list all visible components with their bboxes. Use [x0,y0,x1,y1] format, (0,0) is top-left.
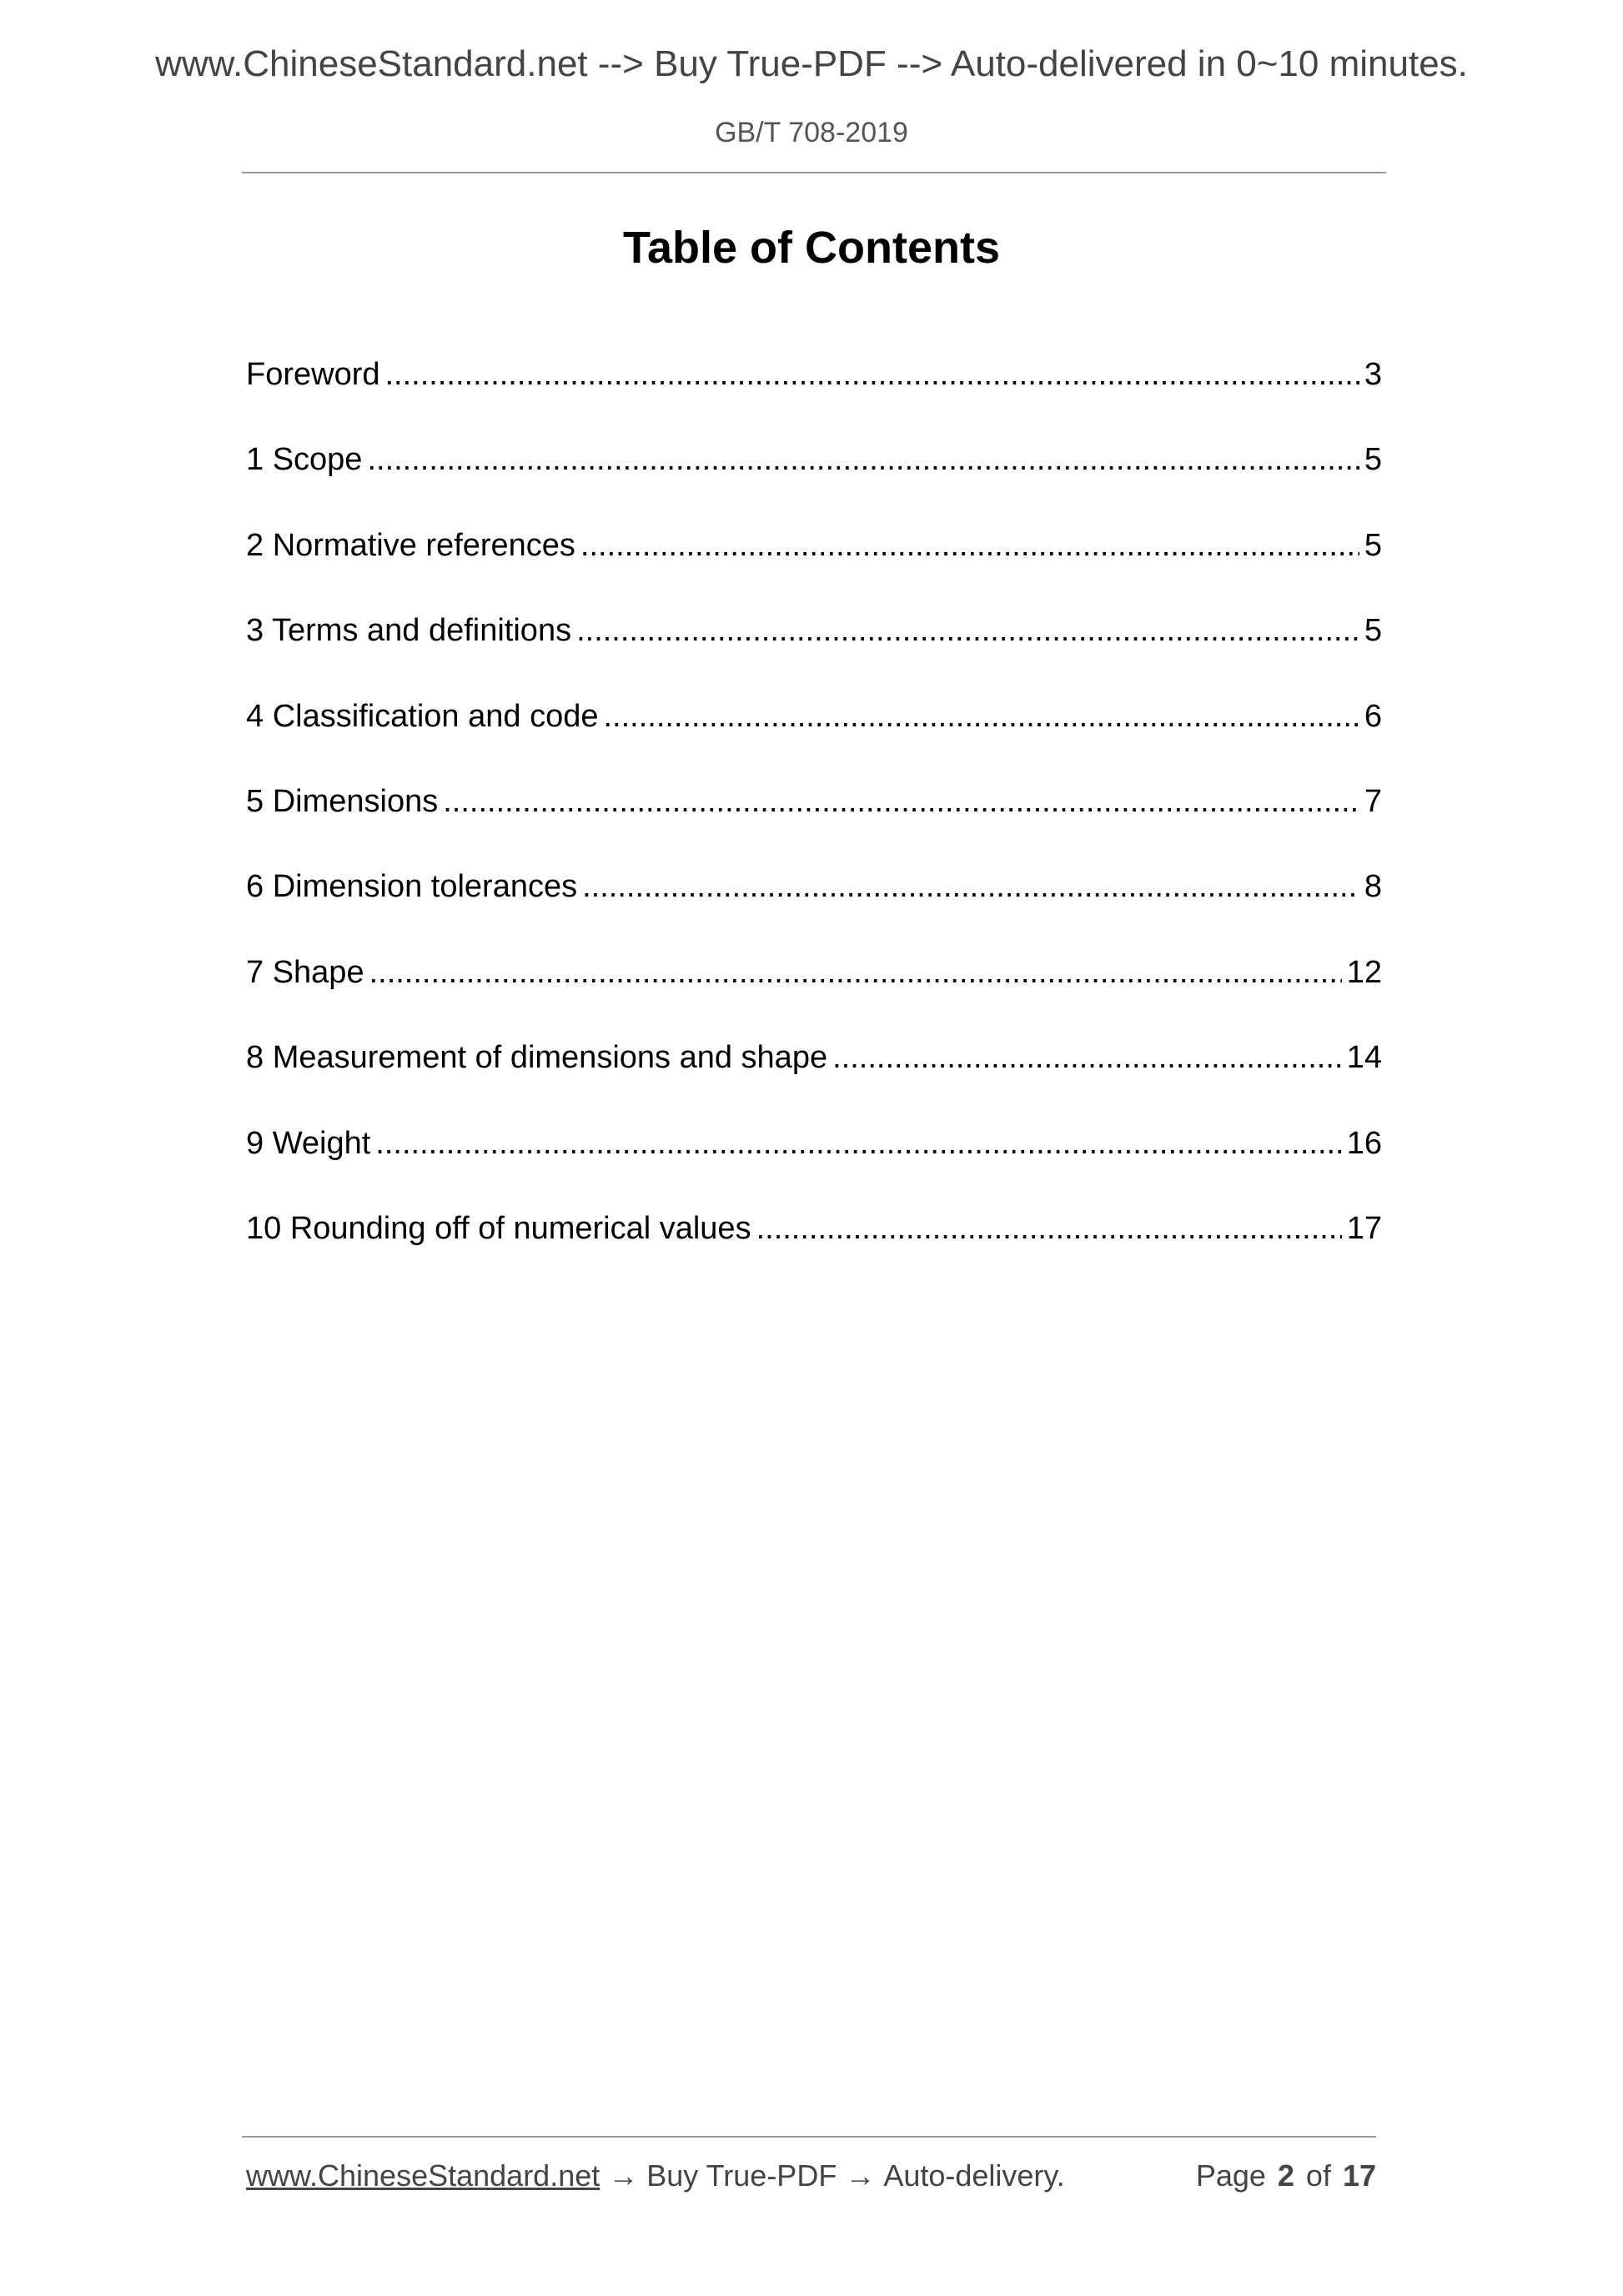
toc-entry-label: 2 Normative references [246,527,575,563]
toc-entry-page: 14 [1346,1040,1382,1076]
toc-leader-dots [580,528,1359,564]
toc-leader-dots [603,699,1359,735]
toc-entry-dimension-tolerances[interactable] [246,869,1382,954]
toc-entry-label: 5 Dimensions [246,783,439,819]
toc-leader-dots [367,442,1359,478]
toc-entry-label: 1 Scope [246,442,363,478]
toc-list [246,357,1382,1296]
toc-title: Table of Contents [623,223,1000,273]
footer-buy-text: Buy True-PDF [646,2158,837,2193]
footer-delivery-text: Auto-delivery. [883,2158,1065,2193]
document-code: GB/T 708-2019 [715,117,908,148]
toc-leader-dots [756,1211,1342,1247]
toc-entry-rounding-off[interactable] [246,1211,1382,1296]
toc-entry-label: 6 Dimension tolerances [246,869,578,905]
toc-entry-label: 7 Shape [246,954,364,990]
toc-leader-dots [375,1126,1341,1162]
toc-entry-label: Foreword [246,357,380,392]
page-indicator [1196,2158,1376,2193]
toc-entry-page: 6 [1364,698,1382,734]
footer-promo [246,2158,1065,2193]
toc-entry-page: 7 [1364,783,1382,819]
toc-entry-page: 8 [1364,869,1382,905]
header-divider [242,172,1386,173]
page-label: Page [1195,2158,1266,2193]
toc-entry-classification-and-code[interactable] [246,699,1382,784]
total-page-count: 17 [1342,2158,1376,2193]
toc-entry-terms-and-definitions[interactable] [246,613,1382,698]
toc-entry-page: 16 [1346,1125,1382,1161]
toc-entry-measurement[interactable] [246,1040,1382,1125]
toc-entry-label: 3 Terms and definitions [246,613,572,649]
top-banner: www.ChineseStandard.net --> Buy True-PDF --> Auto-delivered in 0~10 minutes. [155,43,1468,84]
toc-entry-dimensions[interactable] [246,784,1382,869]
toc-entry-shape[interactable] [246,955,1382,1040]
footer-site-link[interactable]: www.ChineseStandard.net [246,2158,600,2193]
toc-entry-page: 17 [1346,1210,1382,1246]
page-footer [246,2158,1376,2200]
toc-entry-page: 12 [1346,954,1382,990]
footer-divider [242,2136,1376,2138]
toc-entry-label: 9 Weight [246,1125,371,1161]
toc-entry-page: 5 [1364,527,1382,563]
toc-entry-normative-references[interactable] [246,528,1382,613]
toc-entry-foreword[interactable] [246,357,1382,442]
toc-entry-page: 3 [1364,357,1382,392]
toc-entry-label: 4 Classification and code [246,698,599,734]
of-label: of [1305,2158,1331,2193]
current-page-number: 2 [1277,2158,1294,2193]
toc-entry-page: 5 [1364,613,1382,649]
toc-leader-dots [576,613,1359,649]
toc-leader-dots [385,357,1359,393]
toc-leader-dots [443,784,1359,820]
arrow-right-icon: → [845,2158,876,2193]
toc-leader-dots [369,955,1342,991]
toc-entry-label: 8 Measurement of dimensions and shape [246,1040,828,1076]
toc-entry-page: 5 [1364,442,1382,478]
toc-leader-dots [582,869,1359,905]
toc-entry-label: 10 Rounding off of numerical values [246,1210,751,1246]
arrow-right-icon: → [608,2158,639,2193]
toc-entry-weight[interactable] [246,1126,1382,1211]
toc-entry-scope[interactable] [246,442,1382,527]
toc-leader-dots [832,1040,1342,1076]
